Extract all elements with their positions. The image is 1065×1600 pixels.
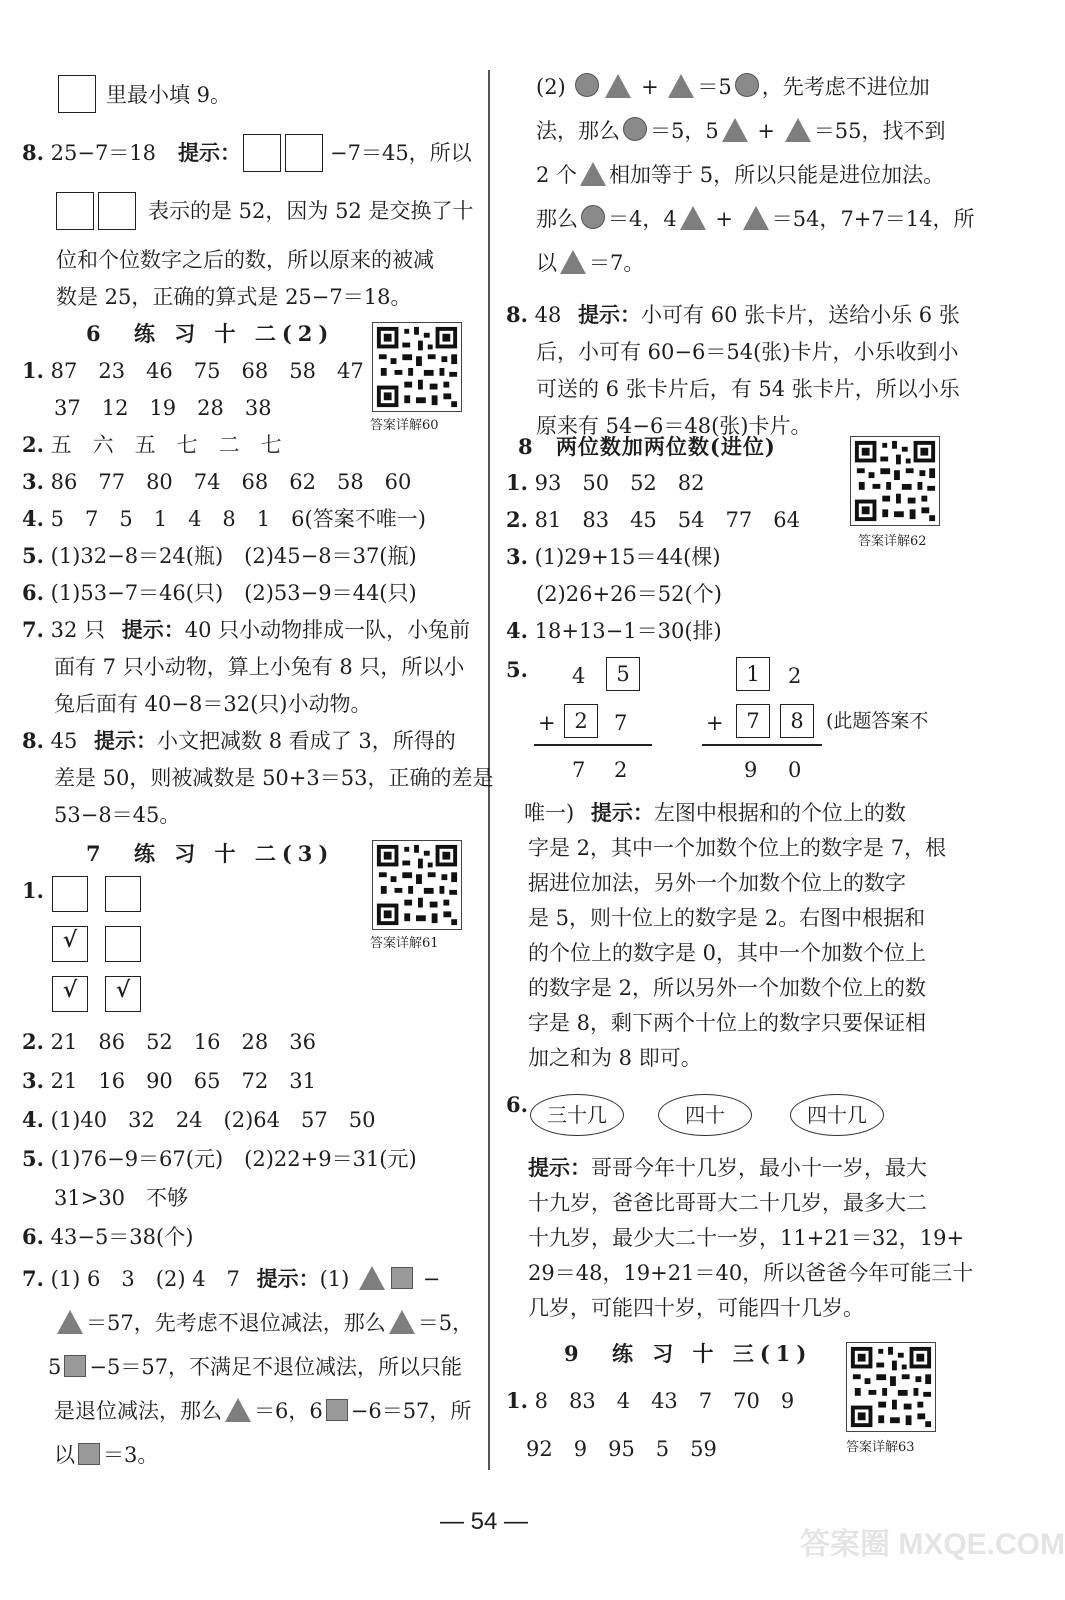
hint-text: ＝54，7+7＝14，所 [771,207,975,231]
section-number: 6 [86,321,107,346]
item-number: 1. [22,358,44,383]
hint-text: 2 个 [536,163,578,187]
square-icon [391,1267,413,1289]
answer-text: 92 9 95 5 59 [526,1437,717,1461]
item-number: 6. [506,1092,528,1117]
answer-text: 48 [534,303,562,327]
triangle-icon [57,1310,83,1334]
hint-text: 是 5，则十位上的数字是 2。右图中根据和 [528,906,926,930]
hint-text: 原来有 54−6＝48(张)卡片。 [536,414,812,438]
hint-text: 兔后面有 40−8＝32(只)小动物。 [54,692,372,716]
circle-icon [735,73,759,97]
digit: 4 [572,664,586,688]
qr-caption: 答案详解62 [858,534,927,549]
digit: 7 [614,711,628,735]
hint-text: −6＝57，所 [350,1399,472,1423]
answer-text: 32 只 [50,618,106,642]
item-number: 4. [22,506,44,531]
section-title: 练 习 十 二(2) [133,321,335,346]
item-number: 6. [22,1224,44,1249]
digit-box [285,134,323,172]
answer-text: 45 [50,729,78,753]
check-box-checked: √ [52,926,88,962]
sum-line [534,744,652,746]
hint-text: 字是 2，其中一个加数个位上的数字是 7，根 [528,836,947,860]
hint-text: 的数字是 2，所以另外一个加数个位上的数 [528,976,927,1000]
plus-sign: + [538,711,556,735]
hint-text: −5＝57，不满足不退位减法，所以只能 [89,1355,463,1379]
triangle-icon [580,162,606,186]
item-number: 3. [22,1068,44,1093]
item-number: 2. [22,432,44,457]
square-icon [64,1355,86,1377]
minus-sign: − [422,1267,441,1291]
hint-text: (1) [319,1267,350,1291]
hint-text: 左图中根据和的个位上的数 [653,801,906,825]
digit: 2 [788,664,802,688]
hint-text: 哥哥今年十几岁，最小十一岁，最大 [591,1156,927,1180]
answer-oval: 三十几 [530,1094,624,1136]
qr-code[interactable] [850,436,940,526]
hint-text: ＝6，6 [254,1399,323,1423]
hint-label: 提示： [256,1266,320,1291]
hint-text: 字是 8，剩下两个十位上的数字只要保证相 [528,1011,927,1035]
text-line: 表示的是 52，因为 52 是交换了十 [148,199,474,223]
hint-text: 唯一) [524,801,575,825]
page-number: — 54 — [440,1508,529,1535]
answer-text: (1)53−7＝46(只) (2)53−9＝44(只) [50,581,417,605]
hint-text: 据进位加法，另外一个加数个位上的数字 [528,871,906,895]
answer-oval: 四十几 [790,1094,884,1136]
digit-box: 5 [606,657,640,691]
check-box [52,876,88,912]
hint-text: 法，那么 [536,119,620,143]
answer-text: 86 77 80 74 68 62 58 60 [50,470,412,494]
section-number: 9 [564,1341,585,1366]
digit-box: 7 [736,704,770,738]
hint-text: 以 [54,1443,75,1467]
circle-icon [581,205,605,229]
answer-text: 93 50 52 82 [534,471,705,495]
hint-text: 5 [48,1355,62,1379]
item-number: 5. [22,543,44,568]
triangle-icon [680,206,706,230]
digit: 0 [788,758,802,782]
circle-icon [623,117,647,141]
plus-sign: + [757,119,776,143]
hint-text: 以 [536,251,557,275]
item-number: 7. [22,617,44,642]
item-number: 8. [22,728,44,753]
answer-text: 21 86 52 16 28 36 [50,1030,316,1054]
hint-text: 的个位上的数字是 0，其中一个加数个位上 [528,941,927,965]
hint-label: 提示： [590,800,654,825]
item-number: 1. [506,1388,528,1413]
triangle-icon [359,1266,385,1290]
hint-text: ＝3。 [103,1443,159,1467]
digit: 9 [744,758,758,782]
hint-text: 十九岁，最少大二十一岁，11+21＝32，19+ [528,1226,965,1250]
answer-oval: 四十 [658,1094,752,1136]
hint-text: ，先考虑不进位加 [761,75,930,99]
answer-text: (1)29+15＝44(棵) [534,545,721,569]
answer-text: 31>30 不够 [54,1186,189,1210]
item-number: 1. [22,878,44,903]
triangle-icon [743,206,769,230]
item-number: 4. [506,618,528,643]
answer-text: 8 83 4 43 7 70 9 [534,1389,795,1413]
hint-label: 提示： [121,617,185,642]
hint-label: 提示： [528,1155,591,1180]
digit-box: 2 [564,704,598,738]
answer-text: 37 12 19 28 38 [54,396,272,420]
answer-text: (2)26+26＝52(个) [536,582,722,606]
digit-box [98,192,136,230]
text-line: 里最小填 9。 [106,83,232,107]
item-number: 2. [22,1029,44,1054]
item-number: 7. [22,1266,44,1291]
qr-code[interactable] [846,1342,936,1432]
hint-text: 是退位减法，那么 [54,1399,222,1423]
answer-text: (1)40 32 24 (2)64 57 50 [50,1108,376,1132]
watermark: 答案圈 MXQE.COM [800,1528,1065,1561]
section-number: 7 [86,841,107,866]
item-number: 4. [22,1107,44,1132]
digit-box: 1 [736,657,770,691]
qr-code[interactable] [372,840,462,930]
answer-box [58,75,96,113]
hint-label: 提示： [94,728,158,753]
item-number: 8. [506,302,528,327]
digit: 7 [572,758,586,782]
answer-text: (1)32−8＝24(瓶) (2)45−8＝37(瓶) [50,544,417,568]
hint-text: 后，小可有 60−6＝54(张)卡片，小乐收到小 [536,340,959,364]
section-title: 两位数加两位数(进位) [555,434,776,459]
hint-text: ＝5， [417,1311,474,1335]
qr-caption: 答案详解61 [370,936,439,951]
hint-text: ＝7。 [589,251,645,275]
triangle-icon [722,118,748,142]
triangle-icon [389,1310,415,1334]
answer-text: 21 16 90 65 72 31 [50,1069,316,1093]
hint-text: ＝5 [697,75,732,99]
hint-text: 十九岁，爸爸比哥哥大二十几岁，最多大二 [528,1191,927,1215]
text-line: 位和个位数字之后的数，所以原来的被减 [56,248,434,272]
hint-text: ＝5，5 [650,119,719,143]
item-number: 3. [506,544,528,569]
section-title: 练 习 十 三(1) [611,1341,813,1366]
sum-line [702,744,822,746]
check-box [105,926,141,962]
item-number: 6. [22,580,44,605]
check-box-checked: √ [52,976,88,1012]
qr-caption: 答案详解60 [370,418,439,433]
triangle-icon [785,118,811,142]
section-title: 练 习 十 二(3) [133,841,335,866]
answer-text: 18+13−1＝30(排) [534,619,722,643]
check-box-checked: √ [105,976,141,1012]
circle-icon [575,73,599,97]
hint-text: 加之和为 8 即可。 [528,1046,702,1070]
hint-text: 小文把减数 8 看成了 3，所得的 [157,729,456,753]
hint-text: 53−8＝45。 [54,803,181,827]
triangle-icon [560,250,586,274]
hint-label: 提示： [578,302,642,327]
answer-text: (1) 6 3 (2) 4 7 [50,1267,240,1291]
item-number: 2. [506,507,528,532]
triangle-icon [605,74,631,98]
item-number: 5. [22,1146,44,1171]
triangle-icon [668,74,694,98]
answer-text: 87 23 46 75 68 58 47 [50,359,364,383]
item-number: 1. [506,470,528,495]
qr-caption: 答案详解63 [846,1440,915,1455]
digit-box [56,192,94,230]
hint-text: 可送的 6 张卡片后，有 54 张卡片，所以小乐 [536,377,960,401]
text-line: −7＝45，所以 [330,141,472,165]
hint-text: ＝4，4 [608,207,677,231]
plus-sign: + [641,75,659,99]
answer-text: (1)76−9＝67(元) (2)22+9＝31(元) [50,1147,417,1171]
digit: 2 [614,758,628,782]
section-number: 8 [518,434,534,459]
hint-text: 小可有 60 张卡片，送给小乐 6 张 [641,303,960,327]
hint-text: 面有 7 只小动物，算上小兔有 8 只，所以小 [54,655,465,679]
answer-text: 81 83 45 54 77 64 [534,508,800,532]
plus-sign: + [715,207,734,231]
hint-text: ＝55，找不到 [813,119,946,143]
hint-text: 几岁，可能四十岁，可能四十几岁。 [528,1296,864,1320]
digit-box: 8 [780,704,814,738]
item-number: 5. [506,657,528,682]
hint-text: 差是 50，则被减数是 50+3＝53，正确的差是 [54,766,494,790]
square-icon [78,1443,100,1465]
hint-text: (2) [536,75,566,99]
hint-text: 相加等于 5，所以只能是进位加法。 [609,163,945,187]
plus-sign: + [706,711,724,735]
item-number: 3. [22,469,44,494]
hint-text: 29＝48，19+21＝40，所以爸爸今年可能三十 [528,1261,974,1285]
hint-text: 那么 [536,207,578,231]
hint-text: ＝57，先考虑不退位减法，那么 [86,1311,386,1335]
digit-box [243,134,281,172]
note-text: (此题答案不 [826,710,929,732]
triangle-icon [225,1398,251,1422]
text-line: 数是 25，正确的算式是 25−7＝18。 [56,285,412,309]
answer-text: 五 六 五 七 二 七 [50,433,282,457]
item-number: 8. [22,140,44,165]
answer-text: 43−5＝38(个) [50,1225,194,1249]
qr-code[interactable] [372,322,462,412]
hint-label: 提示： [178,140,241,165]
answer-text: 25−7＝18 [50,141,157,165]
hint-text: 40 只小动物排成一队，小兔前 [184,618,471,642]
answer-text: 5 7 5 1 4 8 1 6(答案不唯一) [50,507,426,531]
square-icon [326,1399,348,1421]
check-box [105,876,141,912]
